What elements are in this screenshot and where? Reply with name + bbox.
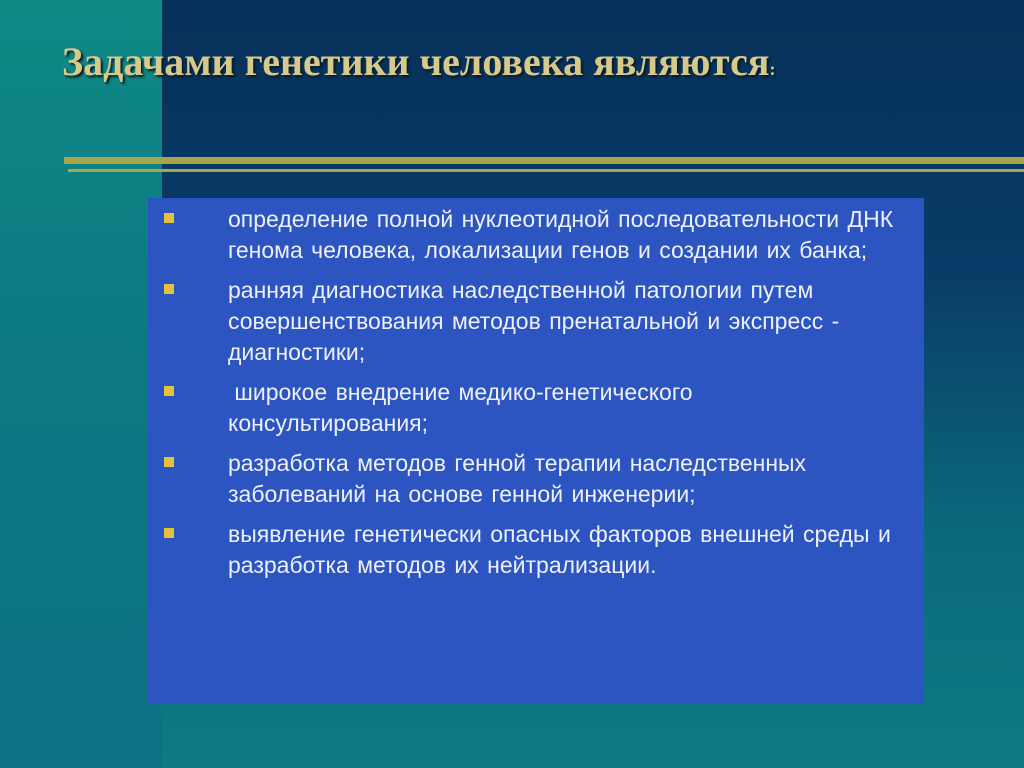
left-accent-band bbox=[0, 0, 162, 768]
bullet-text: выявление генетически опасных факторов внешней среды и разработка методов их нейтрализации. bbox=[228, 521, 891, 578]
bullet-item bbox=[148, 377, 924, 439]
bullet-item bbox=[148, 519, 924, 581]
slide-title-text: Задачами генетики человека являются bbox=[62, 39, 770, 84]
bullet-text: ранняя диагностика наследственной патологии путем совершенствования методов пренатальной и экспресс - диагностики; bbox=[228, 277, 840, 365]
square-bullet-icon bbox=[164, 528, 174, 538]
square-bullet-icon bbox=[164, 213, 174, 223]
content-box bbox=[148, 198, 924, 704]
bullet-item bbox=[148, 275, 924, 368]
bullet-text: разработка методов генной терапии наследственных заболеваний на основе генной инженерии; bbox=[228, 450, 807, 507]
slide-title-colon: : bbox=[769, 59, 776, 79]
bullet-text: определение полной нуклеотидной последовательности ДНК генома человека, локализации генов и создании их банка; bbox=[228, 206, 894, 263]
slide-title bbox=[62, 38, 1002, 85]
square-bullet-icon bbox=[164, 284, 174, 294]
square-bullet-icon bbox=[164, 457, 174, 467]
bullet-item bbox=[148, 204, 924, 266]
square-bullet-icon bbox=[164, 386, 174, 396]
bullet-text: широкое внедрение медико-генетического консультирования; bbox=[228, 379, 701, 436]
title-divider-thick bbox=[64, 157, 1024, 164]
title-divider-thin bbox=[68, 169, 1024, 172]
bullet-list bbox=[148, 204, 924, 590]
bullet-item bbox=[148, 448, 924, 510]
